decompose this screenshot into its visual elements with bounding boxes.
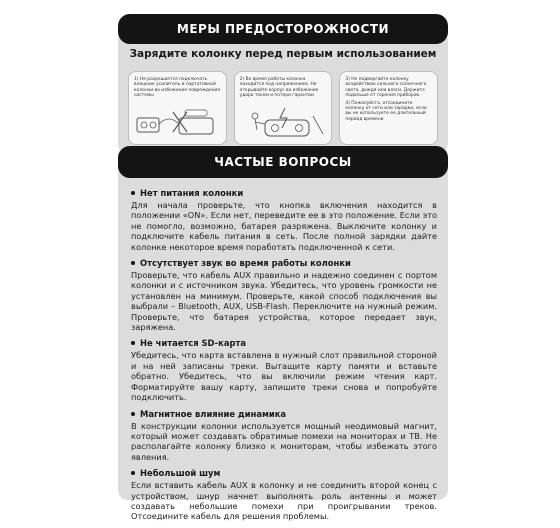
precaution-text-3: 3) Не подвергайте колонку воздействию сильного солнечного света, дождя или влаги. Держите подальше от горения приборов. bbox=[345, 77, 427, 99]
faq-answer-1: Для начала проверьте, что кнопка включения находится в положении «ON». Если нет, переведите ее в это положение. Если это не помогло, возможно, батарея разряжена. Выключите колонку и подключите кабель питания в сеть. После полной зарядки дайте колонке некоторое время поработать подключенной к сети. bbox=[131, 200, 437, 252]
bullet-icon bbox=[131, 471, 135, 475]
bullet-icon bbox=[131, 261, 135, 265]
precaution-card-3 bbox=[339, 71, 438, 145]
faq-question-text: Небольшой шум bbox=[140, 468, 221, 479]
faq-question-1 bbox=[131, 188, 437, 198]
faq-question-text: Не читается SD-карта bbox=[140, 338, 246, 349]
faq-question-2 bbox=[131, 258, 437, 268]
faq-question-text: Нет питания колонки bbox=[140, 188, 244, 198]
faq-question-3 bbox=[131, 338, 437, 348]
faq-answer-5: Если вставить кабель AUX в колонку и не соединить второй конец с устройством, шнур начнет выполнять роль антенны и может создавать небольшие помехи при проигрывании треков. Отсоедините кабель для решения проблемы. bbox=[131, 480, 437, 522]
precaution-text-2: 2) Во время работы колонка находится под напряжением. Не открывайте корпус во избежание удара током и потери гарантии bbox=[239, 77, 319, 99]
precaution-card-2 bbox=[234, 71, 333, 145]
precaution-text-4: 4) Пожалуйста, отсоедините колонку от сети или зарядки, если вы не используете ее длительный период времени bbox=[345, 100, 427, 122]
faq-answer-2: Проверьте, что кабель AUX правильно и надежно соединен с портом колонки и с источником звука. Убедитесь, что уровень громкости не установлен на минимум. Проверьте, какой способ подключения вы выбрали – Bluetooth, AUX, USB-Flash. Переключите на нужный режим. Проверьте, что батарея устройства, которое передает звук, заряжена. bbox=[131, 270, 437, 333]
precaution-text-1: 1) Не разрешается подключать внешние усилитель и портативной колонки во избежание повреждения системы bbox=[134, 77, 221, 99]
faq-answer-4: В конструкции колонки используется мощный неодимовый магнит, который может создавать обратимые помехи на мониторах и ТВ. Не располагайте колонку близко к мониторам, чтобы избежать этого явления. bbox=[131, 420, 437, 462]
amplifier-illustration-icon bbox=[129, 104, 227, 144]
precautions-title: МЕРЫ ПРЕДОСТОРОЖНОСТИ bbox=[118, 14, 448, 44]
faq-question-text: Магнитное влияние динамика bbox=[140, 408, 287, 419]
faq-panel bbox=[118, 146, 448, 522]
precautions-panel bbox=[118, 38, 448, 154]
faq-question-text: Отсутствует звук во время работы колонки bbox=[140, 258, 351, 269]
bullet-icon bbox=[131, 341, 135, 345]
faq-title: ЧАСТЫЕ ВОПРОСЫ bbox=[118, 146, 448, 178]
faq-list bbox=[131, 188, 437, 528]
faq-answer-3: Убедитесь, что карта вставлена в нужный слот правильной стороной и на ней записаны треки. Вытащите карту памяти и вставьте обратно. Убедитесь, что вы включили режим чтения карт. Форматируйте вашу карту, запишите треки снова и попробуйте подключить. bbox=[131, 350, 437, 403]
bullet-icon bbox=[131, 191, 135, 195]
faq-question-5 bbox=[131, 468, 437, 478]
precautions-subtitle: Зарядите колонку перед первым использованием bbox=[129, 48, 437, 60]
bullet-icon bbox=[131, 412, 135, 416]
electric-shock-illustration-icon bbox=[235, 104, 333, 144]
faq-question-4 bbox=[131, 409, 437, 419]
instruction-page bbox=[118, 14, 448, 522]
precautions-cards bbox=[128, 71, 438, 145]
precaution-card-1 bbox=[128, 71, 227, 145]
